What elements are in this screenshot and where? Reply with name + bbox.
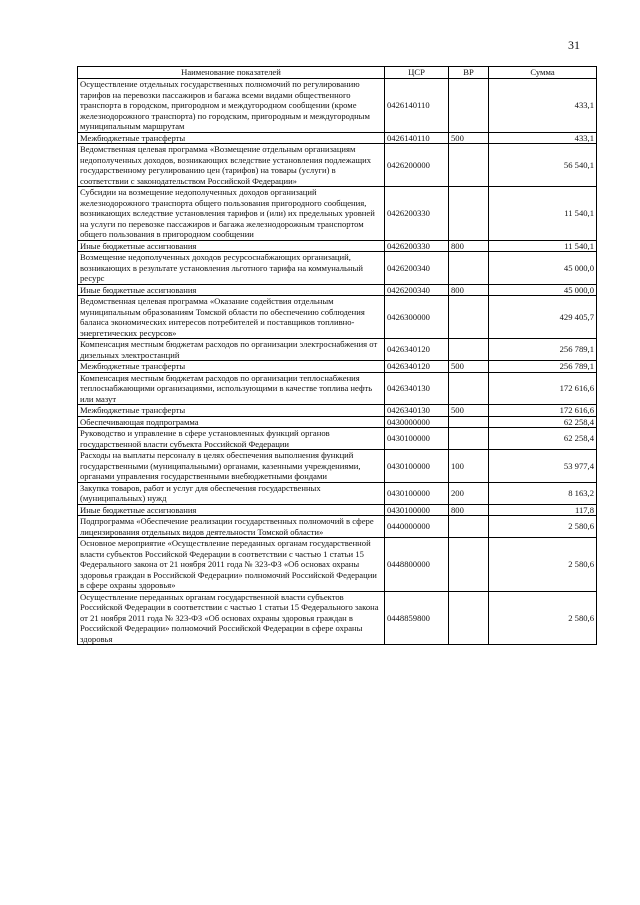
table-row xyxy=(78,361,597,373)
table-row xyxy=(78,252,597,285)
cell-sum: 172 616,6 xyxy=(489,372,597,405)
table-row xyxy=(78,372,597,405)
cell-vr: 800 xyxy=(449,284,489,296)
table-row xyxy=(78,79,597,133)
table-row xyxy=(78,428,597,450)
cell-csr: 0426340120 xyxy=(385,361,449,373)
cell-vr xyxy=(449,428,489,450)
cell-vr xyxy=(449,187,489,241)
cell-vr xyxy=(449,252,489,285)
table-row xyxy=(78,416,597,428)
cell-csr: 0426300000 xyxy=(385,296,449,339)
cell-csr: 0426340130 xyxy=(385,405,449,417)
cell-sum: 45 000,0 xyxy=(489,252,597,285)
header-sum: Сумма xyxy=(489,67,597,79)
cell-sum: 433,1 xyxy=(489,79,597,133)
cell-sum: 11 540,1 xyxy=(489,187,597,241)
cell-vr xyxy=(449,416,489,428)
cell-csr: 0440000000 xyxy=(385,516,449,538)
cell-vr xyxy=(449,538,489,592)
cell-csr: 0426340130 xyxy=(385,372,449,405)
cell-name: Руководство и управление в сфере установленных функций органов государственной власти субъекта Российской Федерации xyxy=(78,428,385,450)
cell-csr: 0430000000 xyxy=(385,416,449,428)
cell-vr xyxy=(449,339,489,361)
table-row xyxy=(78,144,597,187)
cell-sum: 2 580,6 xyxy=(489,516,597,538)
cell-csr: 0426200340 xyxy=(385,252,449,285)
cell-name: Субсидии на возмещение недополученных доходов организаций железнодорожного транспорта общего пользования пригородного сообщения, возникающих вследствие установления тарифов и (или) их предельных уровней на услуги по перевозке пассажиров и багажа железнодорожным транспортом общего пользования в пригородном сообщении xyxy=(78,187,385,241)
cell-name: Межбюджетные трансферты xyxy=(78,405,385,417)
table-row xyxy=(78,240,597,252)
budget-table xyxy=(77,66,597,645)
cell-vr xyxy=(449,516,489,538)
cell-csr: 0430100000 xyxy=(385,450,449,483)
cell-csr: 0426200330 xyxy=(385,240,449,252)
cell-vr: 100 xyxy=(449,450,489,483)
table-row xyxy=(78,132,597,144)
cell-csr: 0430100000 xyxy=(385,428,449,450)
cell-sum: 62 258,4 xyxy=(489,428,597,450)
cell-sum: 8 163,2 xyxy=(489,482,597,504)
header-csr: ЦСР xyxy=(385,67,449,79)
cell-sum: 11 540,1 xyxy=(489,240,597,252)
cell-name: Закупка товаров, работ и услуг для обеспечения государственных (муниципальных) нужд xyxy=(78,482,385,504)
table-row xyxy=(78,405,597,417)
cell-csr: 0430100000 xyxy=(385,504,449,516)
cell-vr xyxy=(449,79,489,133)
cell-csr: 0426140110 xyxy=(385,132,449,144)
cell-name: Подпрограмма «Обеспечение реализации государственных полномочий в сфере лицензирования отдельных видов деятельности Томской области» xyxy=(78,516,385,538)
table-row xyxy=(78,591,597,645)
cell-csr: 0426340120 xyxy=(385,339,449,361)
cell-name: Осуществление переданных органам государственной власти субъектов Российской Федерации в соответствии с частью 1 статьи 15 Федерального закона от 21 ноября 2011 года № 323-ФЗ «Об основах охраны здоровья граждан в Российской Федерации» полномочий Российской Федерации в сфере охраны здоровья xyxy=(78,591,385,645)
cell-sum: 256 789,1 xyxy=(489,361,597,373)
table-row xyxy=(78,482,597,504)
cell-name: Осуществление отдельных государственных полномочий по регулированию тарифов на перевозки пассажиров и багажа всеми видами общественного транспорта в городском, пригородном и междугородном сообщении (кроме железнодорожного транспорта) по городским, пригородным и междугородным муниципальным маршрутам xyxy=(78,79,385,133)
table-header-row xyxy=(78,67,597,79)
cell-sum: 433,1 xyxy=(489,132,597,144)
cell-csr: 0430100000 xyxy=(385,482,449,504)
cell-csr: 0448859800 xyxy=(385,591,449,645)
cell-name: Возмещение недополученных доходов ресурсоснабжающих организаций, возникающих в результате установления льготного тарифа на коммунальный ресурс xyxy=(78,252,385,285)
cell-name: Компенсация местным бюджетам расходов по организации электроснабжения от дизельных электростанций xyxy=(78,339,385,361)
cell-vr xyxy=(449,144,489,187)
cell-csr: 0426200340 xyxy=(385,284,449,296)
cell-name: Обеспечивающая подпрограмма xyxy=(78,416,385,428)
table-row xyxy=(78,187,597,241)
cell-vr xyxy=(449,296,489,339)
cell-vr: 500 xyxy=(449,405,489,417)
cell-vr xyxy=(449,372,489,405)
cell-sum: 2 580,6 xyxy=(489,591,597,645)
table-body xyxy=(78,79,597,645)
cell-vr: 500 xyxy=(449,132,489,144)
cell-csr: 0426200000 xyxy=(385,144,449,187)
cell-sum: 172 616,6 xyxy=(489,405,597,417)
cell-vr: 500 xyxy=(449,361,489,373)
cell-name: Межбюджетные трансферты xyxy=(78,132,385,144)
table-row xyxy=(78,339,597,361)
table-row xyxy=(78,504,597,516)
cell-name: Межбюджетные трансферты xyxy=(78,361,385,373)
header-name: Наименование показателей xyxy=(78,67,385,79)
cell-name: Компенсация местным бюджетам расходов по организации теплоснабжения теплоснабжающими организациями, использующими в качестве топлива нефть или мазут xyxy=(78,372,385,405)
cell-sum: 2 580,6 xyxy=(489,538,597,592)
cell-vr: 800 xyxy=(449,504,489,516)
cell-sum: 53 977,4 xyxy=(489,450,597,483)
cell-name: Иные бюджетные ассигнования xyxy=(78,504,385,516)
page-number: 31 xyxy=(568,38,580,52)
cell-name: Основное мероприятие «Осуществление переданных органам государственной власти субъектов Российской Федерации в соответствии с частью 1 статьи 15 Федерального закона от 21 ноября 2011 года № 323-ФЗ «Об основах охраны здоровья граждан в Российской Федерации» полномочий Российской Федерации в сфере охраны здоровья» xyxy=(78,538,385,592)
cell-name: Ведомственная целевая программа «Оказание содействия отдельным муниципальным образованиям Томской области по обеспечению соблюдения баланса экономических интересов потребителей и поставщиков топливно-энергетических ресурсов» xyxy=(78,296,385,339)
cell-sum: 117,8 xyxy=(489,504,597,516)
cell-vr: 800 xyxy=(449,240,489,252)
cell-csr: 0448800000 xyxy=(385,538,449,592)
cell-sum: 62 258,4 xyxy=(489,416,597,428)
table-row xyxy=(78,516,597,538)
cell-name: Расходы на выплаты персоналу в целях обеспечения выполнения функций государственными (муниципальными) органами, казенными учреждениями, органами управления государственными внебюджетными фондами xyxy=(78,450,385,483)
table-row xyxy=(78,538,597,592)
cell-csr: 0426140110 xyxy=(385,79,449,133)
cell-sum: 56 540,1 xyxy=(489,144,597,187)
cell-vr: 200 xyxy=(449,482,489,504)
cell-sum: 256 789,1 xyxy=(489,339,597,361)
cell-vr xyxy=(449,591,489,645)
cell-name: Иные бюджетные ассигнования xyxy=(78,240,385,252)
table-row xyxy=(78,284,597,296)
cell-csr: 0426200330 xyxy=(385,187,449,241)
cell-sum: 429 405,7 xyxy=(489,296,597,339)
cell-name: Ведомственная целевая программа «Возмещение отдельным организациям недополученных доходов, возникающих вследствие установления подлежащих государственному регулированию цен (тарифов) на товары (услуги) в соответствии с законодательством Российской Федерации» xyxy=(78,144,385,187)
table-row xyxy=(78,450,597,483)
header-vr: ВР xyxy=(449,67,489,79)
cell-sum: 45 000,0 xyxy=(489,284,597,296)
cell-name: Иные бюджетные ассигнования xyxy=(78,284,385,296)
table-row xyxy=(78,296,597,339)
